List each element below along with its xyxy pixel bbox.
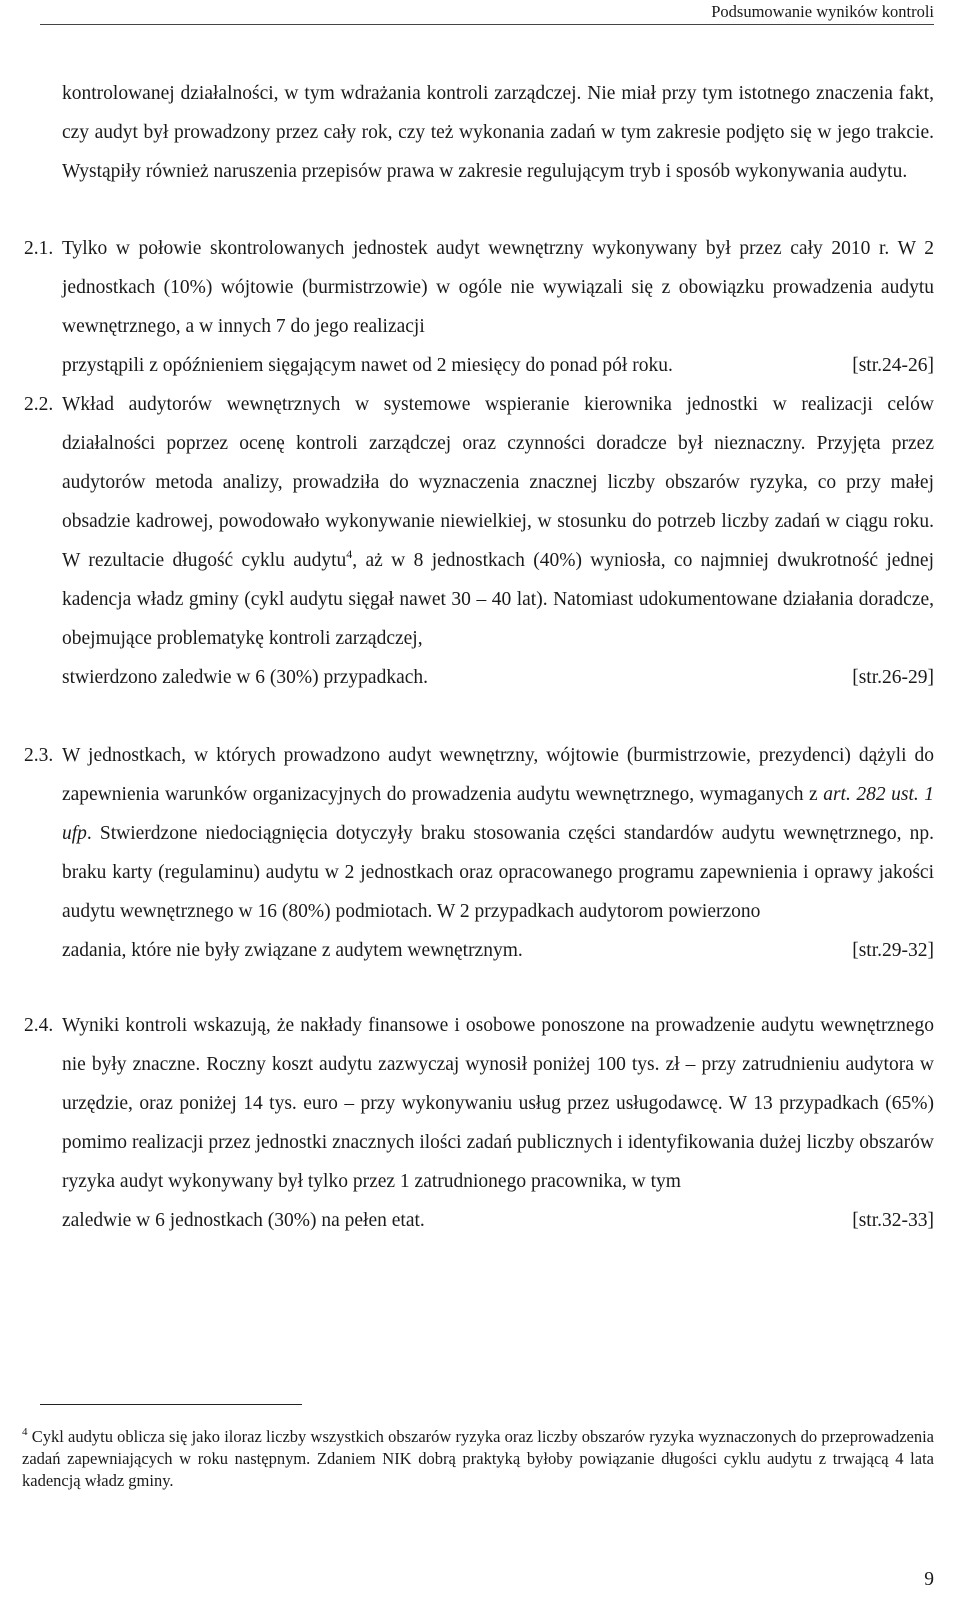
header-title: Podsumowanie wyników kontroli: [711, 2, 934, 21]
section-2-1-last-row: [62, 346, 934, 385]
running-header: [40, 0, 934, 25]
section-2-4-ref: [str.32-33]: [852, 1210, 934, 1231]
section-2-2-ref: [str.26-29]: [852, 667, 934, 688]
law-reference: art. 282 ust. 1 ufp: [62, 784, 935, 844]
section-2-3-text-b: . Stwierdzone niedociągnięcia dotyczyły braku stosowania części standardów audytu wewnętrznego, np. braku karty (regulaminu) audytu w 2 jednostkach oraz opracowanego programu zapewnienia i oprawy jakości audytu wewnętrznego w 16 (80%) podmiotach. W 2 przypadkach audytorom powierzono: [62, 823, 934, 922]
section-2-4-number: 2.4.: [24, 1015, 54, 1036]
section-2-2-number: 2.2.: [24, 394, 54, 415]
footnote: [22, 1426, 934, 1492]
section-2-3-last-line: zadania, które nie były związane z audytem wewnętrznym.: [62, 940, 523, 961]
footnote-text: Cykl audytu oblicza się jako iloraz liczby wszystkich obszarów ryzyka oraz liczby obszarów ryzyka wyznaczonych do przeprowadzenia zadań zapewniających w roku następnym. Zdaniem NIK dobrą praktyką byłoby powiązanie długości cyklu audytu z trwającą 4 lata kadencją władz gminy.: [22, 1427, 935, 1490]
page-number: 9: [924, 1569, 934, 1590]
section-2-2: [62, 385, 934, 697]
section-2-4: [62, 1006, 934, 1240]
section-2-4-text: Wyniki kontroli wskazują, że nakłady finansowe i osobowe ponoszone na prowadzenie audytu wewnętrznego nie były znaczne. Roczny koszt audytu zazwyczaj wynosił poniżej 100 tys. zł – przy zatrudnieniu audytora w urzędzie, oraz poniżej 14 tys. euro – przy wykonywaniu usług przez usługodawcę. W 13 przypadkach (65%) pomimo realizacji przez jednostki znacznych ilości zadań publicznych i identyfikowania dużej liczby obszarów ryzyka audyt wykonywany był tylko przez 1 zatrudnionego pracownika, w tym: [62, 1015, 934, 1192]
intro-paragraph: [62, 74, 934, 191]
intro-text: kontrolowanej działalności, w tym wdrażania kontroli zarządczej. Nie miał przy tym istotnego znaczenia fakt, czy audyt był prowadzony przez cały rok, czy też wykonania zadań w tym zakresie podjęto się w jego trakcie. Wystąpiły również naruszenia przepisów prawa w zakresie regulującym tryb i sposób wykonywania audytu.: [62, 83, 934, 182]
section-2-1-text: Tylko w połowie skontrolowanych jednostek audyt wewnętrzny wykonywany był przez cały 2010 r. W 2 jednostkach (10%) wójtowie (burmistrzowie) w ogóle nie wywiązali się z obowiązku prowadzenia audytu wewnętrznego, a w innych 7 do jego realizacji: [62, 238, 934, 337]
section-2-2-text-a: Wkład audytorów wewnętrznych w systemowe wspieranie kierownika jednostki w realizacji celów działalności poprzez ocenę kontroli zarządczej oraz czynności doradcze był nieznaczny. Przyjęta przez audytorów metoda analizy, prowadziła do wyznaczenia znacznej liczby obszarów ryzyka, co przy małej obsadzie kadrowej, powodowało wykonywanie niewielkiej, w stosunku do potrzeb liczby zadań w ciągu roku. W rezultacie długość cyklu audytu: [62, 394, 934, 571]
footnote-mark: 4: [346, 547, 353, 561]
section-2-2-text-b: , aż w 8 jednostkach (40%) wyniosła, co najmniej dwukrotność jednej kadencja władz gminy (cykl audytu sięgał nawet 30 – 40 lat). Natomiast udokumentowane działania doradcze, obejmujące problematykę kontroli zarządczej,: [62, 550, 934, 649]
section-2-3: [62, 736, 934, 970]
section-2-2-last-row: [62, 658, 934, 697]
section-2-1-last-line: przystąpili z opóźnieniem sięgającym nawet od 2 miesięcy do ponad pół roku.: [62, 355, 673, 376]
section-2-3-text-a: W jednostkach, w których prowadzono audyt wewnętrzny, wójtowie (burmistrzowie, prezydenci) dążyli do zapewnienia warunków organizacyjnych do prowadzenia audytu wewnętrznego, wymaganych z: [62, 745, 934, 805]
section-2-1-ref: [str.24-26]: [852, 355, 934, 376]
footnote-number: 4: [22, 1426, 28, 1438]
section-2-1-number: 2.1.: [24, 238, 54, 259]
footnote-rule: [40, 1404, 302, 1405]
section-2-3-ref: [str.29-32]: [852, 940, 934, 961]
section-2-4-last-line: zaledwie w 6 jednostkach (30%) na pełen etat.: [62, 1210, 425, 1231]
section-2-1: [62, 229, 934, 385]
section-2-3-number: 2.3.: [24, 745, 54, 766]
section-2-3-last-row: [62, 931, 934, 970]
section-2-4-last-row: [62, 1201, 934, 1240]
section-2-2-last-line: stwierdzono zaledwie w 6 (30%) przypadkach.: [62, 667, 429, 688]
